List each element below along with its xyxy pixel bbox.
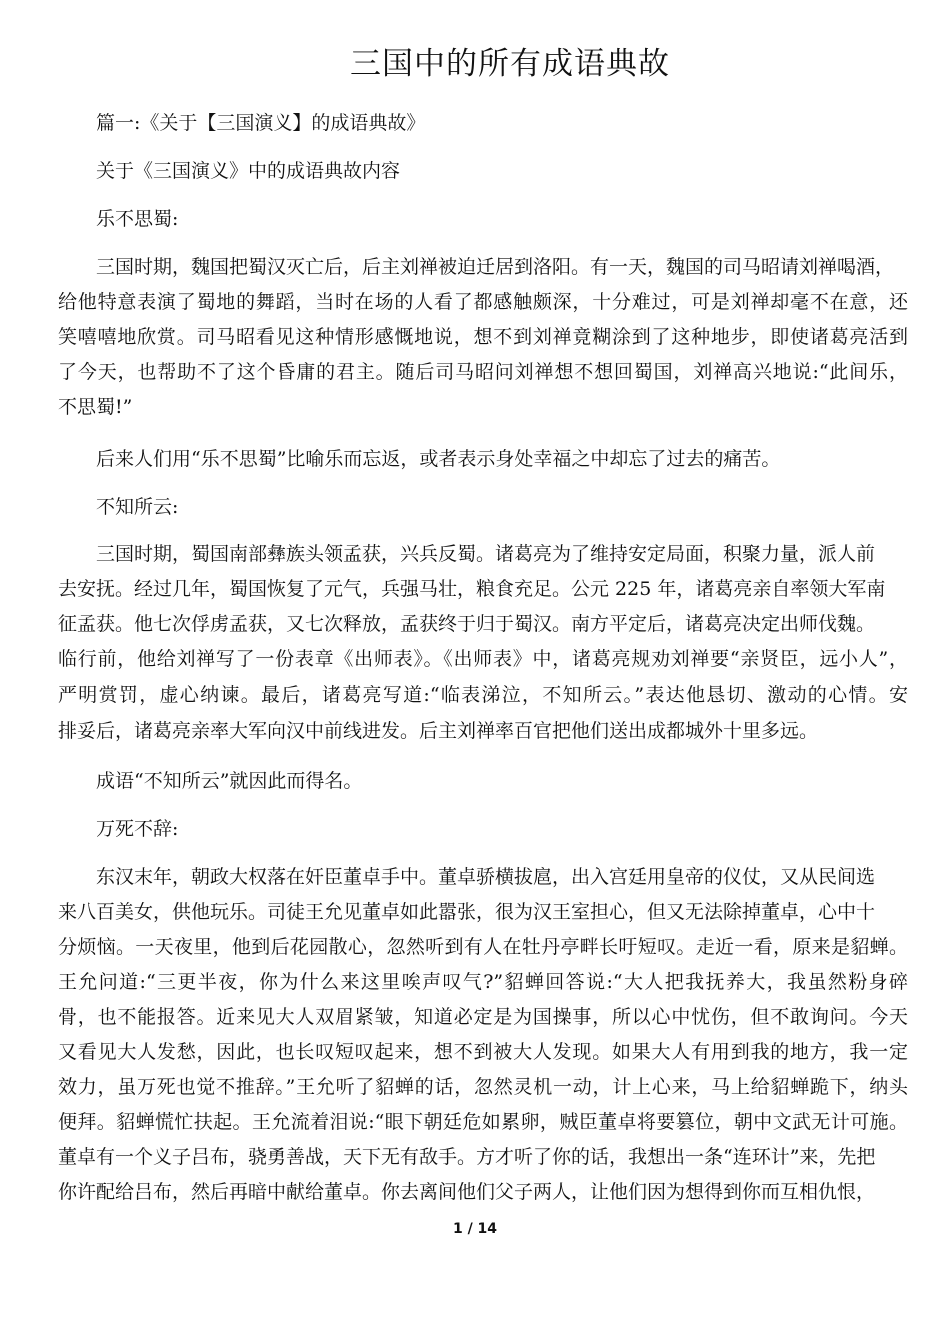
text-line: 东汉末年，朝政大权落在奸臣董卓手中。董卓骄横拔扈，出入宫廷用皇帝的仪仗，又从民间选 xyxy=(96,866,876,888)
text-line: 严明赏罚，虚心纳谏。最后，诸葛亮写道:“临表涕泣，不知所云。”表达他恳切、激动的心情。安 xyxy=(58,684,908,706)
text-line: 你许配给吕布，然后再暗中献给董卓。你去离间他们父子两人，让他们因为想得到你而互相仇恨， xyxy=(58,1181,876,1203)
text-line: 便拜。貂蝉慌忙扶起。王允流着泪说:“眼下朝廷危如累卵，贼臣董卓将要篡位，朝中文武无计可施。 xyxy=(58,1111,908,1133)
text-line: 董卓有一个义子吕布，骁勇善战，天下无有敌手。方才听了你的话，我想出一条“连环计”来，先把 xyxy=(58,1146,876,1168)
text-line: 不思蜀!” xyxy=(58,396,133,418)
text-line: 了今天，也帮助不了这个昏庸的君主。随后司马昭问刘禅想不想回蜀国，刘禅高兴地说:“此间乐， xyxy=(58,361,908,383)
section-heading: 万死不辞: xyxy=(96,818,179,840)
text-line: 去安抚。经过几年，蜀国恢复了元气，兵强马壮，粮食充足。公元 225 年，诸葛亮亲自率领大军南 xyxy=(58,578,886,600)
text-line: 王允问道:“三更半夜，你为什么来这里唉声叹气?”貂蝉回答说:“大人把我抚养大，我虽然粉身碎 xyxy=(58,971,908,993)
text-line: 笑嘻嘻地欣赏。司马昭看见这种情形感慨地说，想不到刘禅竟糊涂到了这种地步，即使诸葛亮活到 xyxy=(58,326,908,348)
text-line: 排妥后，诸葛亮亲率大军向汉中前线进发。后主刘禅率百官把他们送出成都城外十里多远。 xyxy=(58,720,819,742)
text-line: 征孟获。他七次俘虏孟获，又七次释放，孟获终于归于蜀汉。南方平定后，诸葛亮决定出师伐魏。 xyxy=(58,613,876,635)
text-line: 关于《三国演义》中的成语典故内容 xyxy=(96,160,401,182)
section-heading: 乐不思蜀: xyxy=(96,208,179,230)
page-number: 1 / 14 xyxy=(452,1221,498,1237)
text-line: 篇一:《关于【三国演义】的成语典故》 xyxy=(96,112,426,134)
page-title: 三国中的所有成语典故 xyxy=(350,46,670,82)
text-line: 又看见大人发愁，因此，也长叹短叹起来，想不到被大人发现。如果大人有用到我的地方，我一定 xyxy=(58,1041,908,1063)
text-line: 来八百美女，供他玩乐。司徒王允见董卓如此嚣张，很为汉王室担心，但又无法除掉董卓，心中十 xyxy=(58,901,876,923)
text-line: 三国时期，魏国把蜀汉灭亡后，后主刘禅被迫迁居到洛阳。有一天，魏国的司马昭请刘禅喝酒， xyxy=(96,256,895,278)
text-line: 临行前，他给刘禅写了一份表章《出师表》。《出师表》中，诸葛亮规劝刘禅要“亲贤臣，远小人”， xyxy=(58,648,908,670)
text-line: 后来人们用“乐不思蜀”比喻乐而忘返，或者表示身处幸福之中却忘了过去的痛苦。 xyxy=(96,448,781,470)
text-line: 骨，也不能报答。近来见大人双眉紧皱，知道必定是为国操事，所以心中忧伤，但不敢询问。今天 xyxy=(58,1006,908,1028)
text-line: 给他特意表演了蜀地的舞蹈，当时在场的人看了都感触颇深，十分难过，可是刘禅却毫不在意，还 xyxy=(58,291,908,313)
text-line: 成语“不知所云”就因此而得名。 xyxy=(96,770,363,792)
section-heading: 不知所云: xyxy=(96,496,179,518)
text-line: 三国时期，蜀国南部彝族头领孟获，兴兵反蜀。诸葛亮为了维持安定局面，积聚力量，派人前 xyxy=(96,543,876,565)
text-line: 分烦恼。一天夜里，他到后花园散心，忽然听到有人在牡丹亭畔长吁短叹。走近一看，原来是貂蝉。 xyxy=(58,936,908,958)
text-line: 效力，虽万死也觉不推辞。”王允听了貂蝉的话，忽然灵机一动，计上心来，马上给貂蝉跪下，纳头 xyxy=(58,1076,908,1098)
